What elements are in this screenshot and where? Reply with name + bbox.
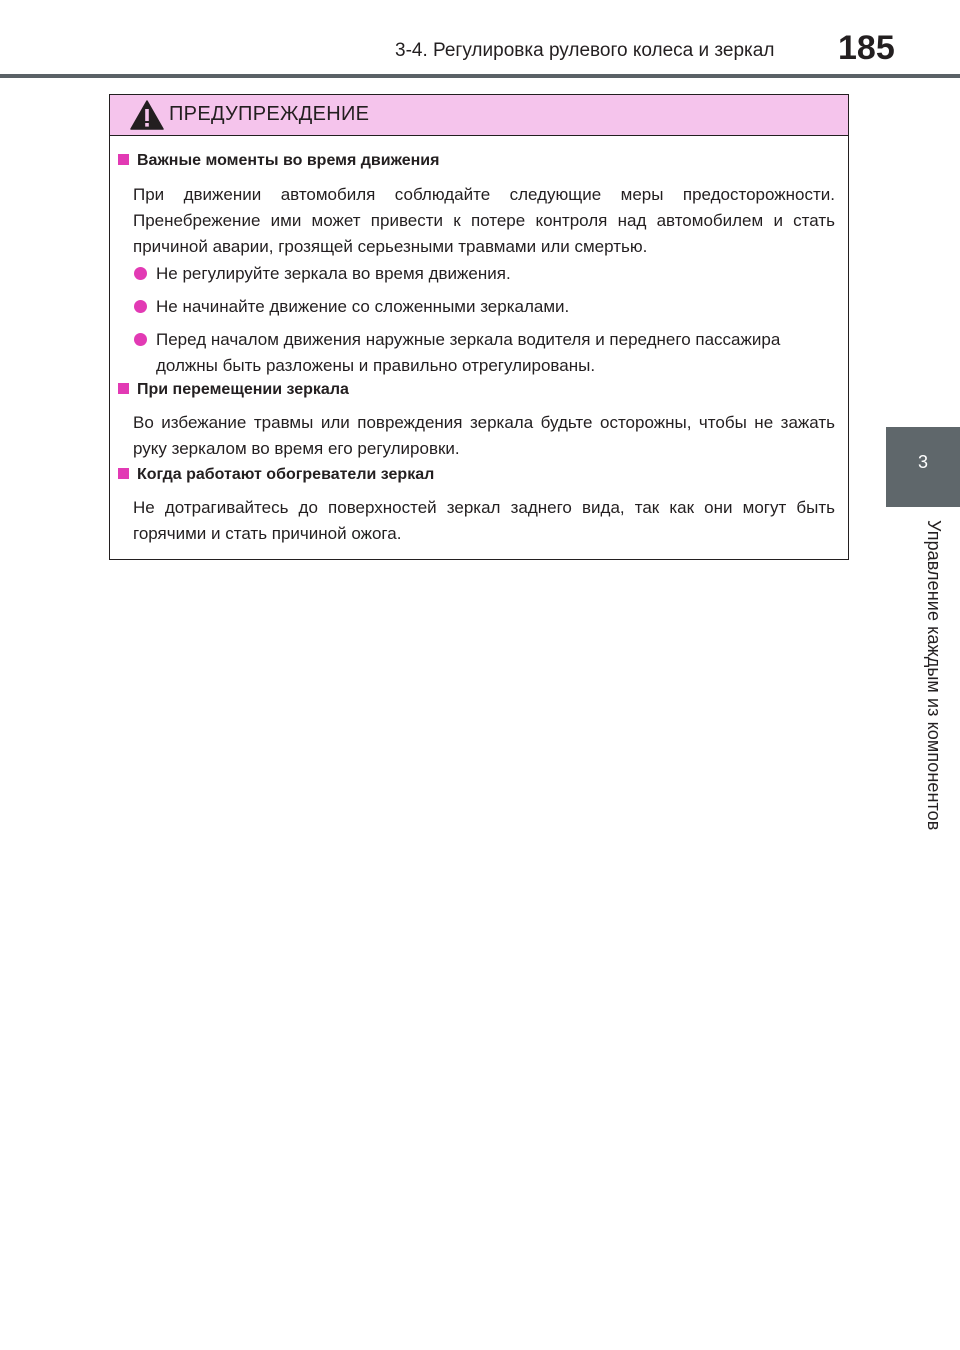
section-heading — [118, 466, 434, 484]
list-item-text: Не регулируйте зеркала во время движения. — [156, 264, 511, 283]
list-item — [134, 294, 846, 320]
dot-bullet-icon — [134, 333, 147, 346]
list-item — [134, 261, 846, 287]
header-rule — [0, 74, 960, 78]
section-heading — [118, 381, 349, 399]
list-item-text: Не начинайте движение со сложенными зеркалами. — [156, 297, 570, 316]
section-heading-text: Важные моменты во время движения — [137, 152, 440, 169]
section-heading — [118, 152, 439, 170]
page-number: 185 — [838, 29, 895, 67]
square-bullet-icon — [118, 383, 129, 394]
dot-bullet-icon — [134, 267, 147, 280]
section-paragraph: Во избежание травмы или повреждения зеркала будьте осторожны, чтобы не зажать руку зеркалом во время его регулировки. — [133, 413, 835, 458]
square-bullet-icon — [118, 154, 129, 165]
chapter-label: Управление каждым из компонентов — [924, 520, 944, 831]
chapter-tab: 3 — [886, 427, 960, 507]
section-heading-text: При перемещении зеркала — [137, 381, 349, 398]
warning-triangle-icon — [130, 100, 164, 130]
square-bullet-icon — [118, 468, 129, 479]
warning-box — [109, 94, 849, 560]
section-paragraph: Не дотрагивайтесь до поверхностей зеркал заднего вида, так как они могут быть горячими и стать причиной ожога. — [133, 498, 835, 543]
list-item-text: Перед началом движения наружные зеркала водителя и переднего пассажира должны быть разложены и правильно отрегулированы. — [156, 330, 781, 375]
list-item — [134, 327, 846, 379]
warning-title: ПРЕДУПРЕЖДЕНИЕ — [169, 103, 370, 125]
section-heading-text: Когда работают обогреватели зеркал — [137, 466, 435, 483]
warning-header — [110, 95, 848, 136]
section-paragraph: При движении автомобиля соблюдайте следующие меры предосторожности. Пренебрежение ими может привести к потере контроля над автомобилем и стать причиной аварии, грозящей серьезными травмами или смертью. — [133, 185, 835, 256]
section-header-title: 3-4. Регулировка рулевого колеса и зеркал — [395, 40, 775, 61]
dot-bullet-icon — [134, 300, 147, 313]
